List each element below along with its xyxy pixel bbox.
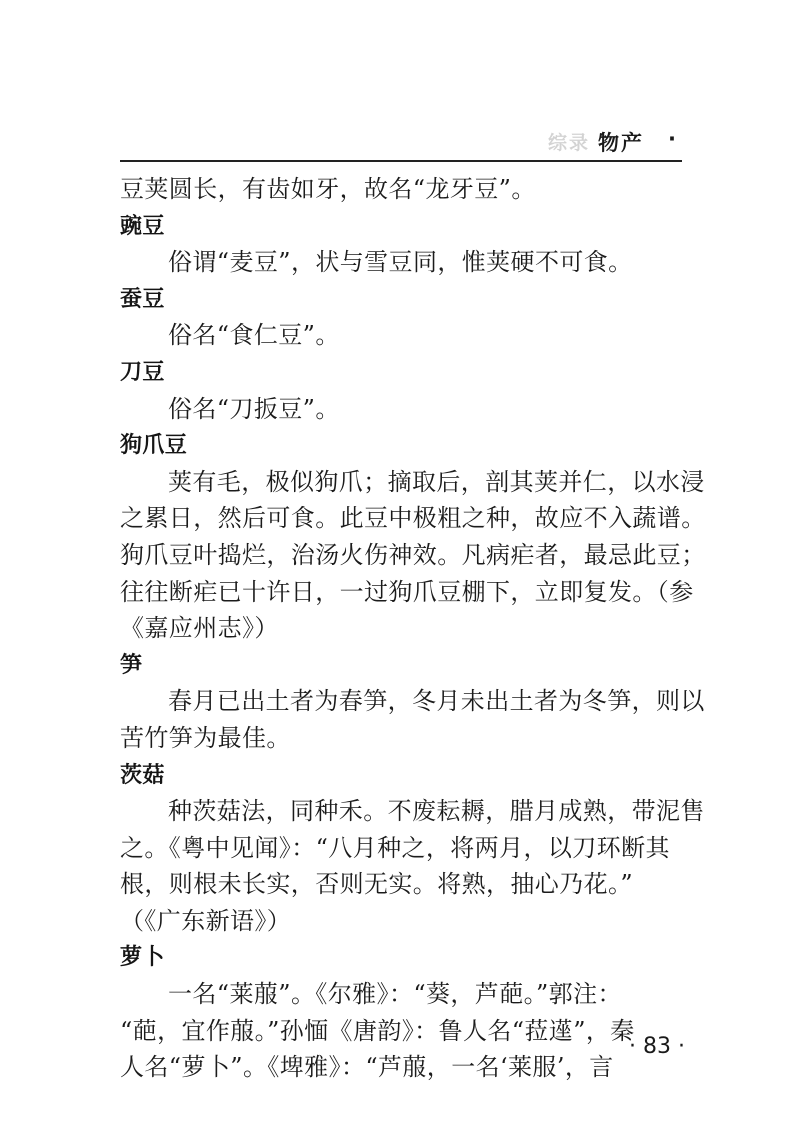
text-line: 《嘉应州志》）: [120, 614, 279, 643]
text-line: 苦竹笋为最佳。: [120, 723, 291, 752]
text-line: 俗名“食仁豆”。: [168, 321, 340, 350]
entry-title: 蚕豆: [120, 286, 165, 312]
page-number: · 83 ·: [629, 1034, 685, 1059]
text-line: 俗谓“麦豆”，状与雪豆同，惟荚硬不可食。: [168, 248, 633, 277]
entry-title: 刀豆: [120, 359, 165, 385]
entry-title: 萝卜: [120, 945, 165, 971]
text-line: 荚有毛，极似狗爪；摘取后，剖其荚并仁，以水浸: [168, 467, 705, 496]
header-section-title: 物产: [598, 131, 644, 155]
entry-title: 笋: [120, 652, 143, 678]
text-line: 豆荚圆长，有齿如牙，故名“龙牙豆”。: [120, 175, 536, 203]
text-line: 一名“莱菔”。《尔雅》：“葵，芦葩。”郭注：: [168, 980, 622, 1009]
page-body: [120, 174, 706, 1083]
header-dot: ·: [668, 127, 676, 151]
header-ghost-text: 综录: [547, 132, 590, 154]
text-line: 往往断疟已十许日，一过狗爪豆棚下，立即复发。（参: [120, 577, 694, 606]
running-header: [120, 126, 682, 162]
text-line: 人名“萝卜”。《埤雅》：“芦菔，一名‘莱服’，言: [120, 1053, 614, 1082]
text-line: 之累日，然后可食。此豆中极粗之种，故应不入蔬谱。: [120, 504, 706, 533]
text-line: 之。《粤中见闻》：“八月种之，将两月，以刀环断其: [120, 833, 670, 862]
text-line: “葩，宜作菔。”孙愐《唐韵》：鲁人名“菈遳”，秦: [120, 1016, 635, 1045]
text-line: （《广东新语》）: [120, 906, 292, 935]
entry-title: 茨菇: [120, 762, 165, 788]
text-line: 俗名“刀扳豆”。: [168, 394, 340, 423]
text-line: 春月已出土者为春笋，冬月未出土者为冬笋，则以: [168, 687, 705, 716]
text-line: 种茨菇法，同种禾。不废耘耨，腊月成熟，带泥售: [168, 797, 705, 826]
entry-title: 狗爪豆: [120, 433, 188, 459]
text-line: 根，则根未长实，否则无实。将熟，抽心乃花。”: [120, 870, 634, 899]
entry-title: 豌豆: [120, 213, 165, 239]
text-line: 狗爪豆叶捣烂，治汤火伤神效。凡病疟者，最忌此豆；: [120, 540, 706, 569]
